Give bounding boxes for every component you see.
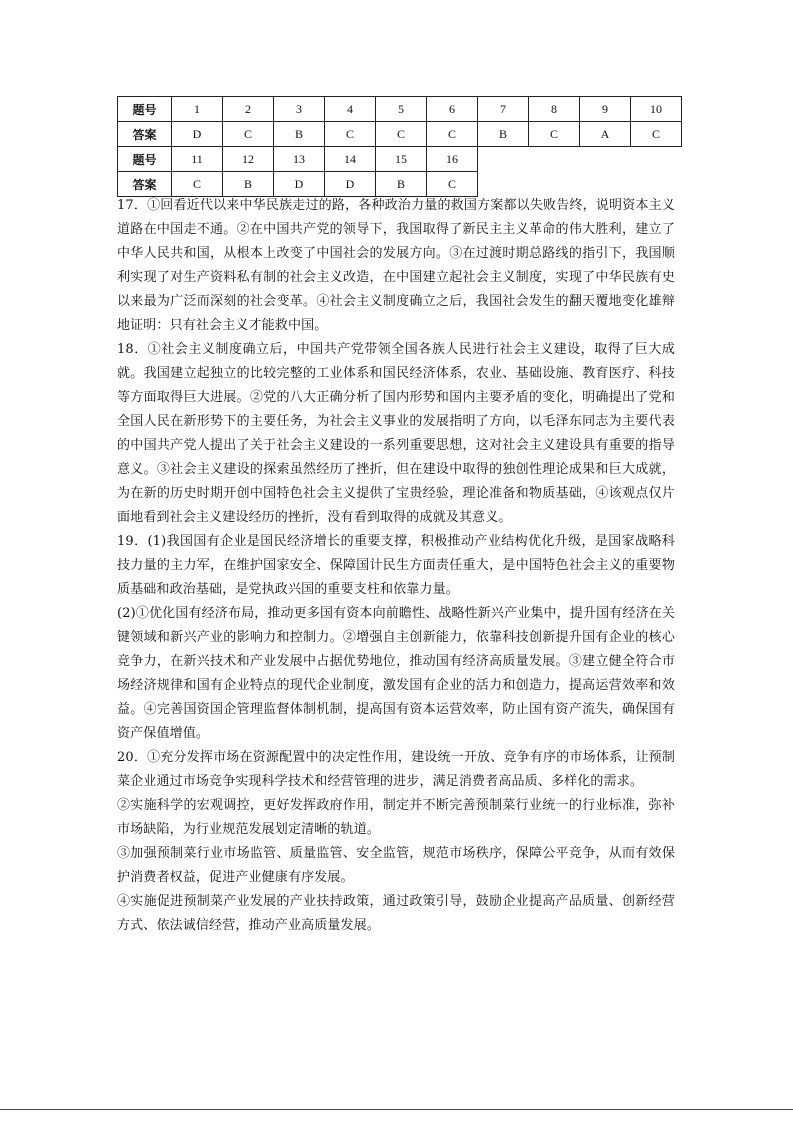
answer-cell: D (325, 172, 376, 197)
answer-cell: C (427, 122, 478, 147)
answer-explanations (117, 194, 675, 938)
question-number-header: 题号 (118, 97, 172, 122)
answer-cell: C (427, 172, 478, 197)
page-bottom-divider (0, 1109, 793, 1110)
answer-paragraph-20-2: ②实施科学的宏观调控，更好发挥政府作用，制定并不断完善预制菜行业统一的行业标准，弥补市场缺陷，为行业规范发展划定清晰的轨道。 (117, 798, 675, 837)
answer-cell: C (529, 122, 580, 147)
question-number-cell: 16 (427, 147, 478, 172)
answer-key-table (117, 96, 682, 197)
table-blank-area (478, 147, 682, 172)
answer-paragraph-18: 18．①社会主义制度确立后，中国共产党带领全国各族人民进行社会主义建设，取得了巨大成就。我国建立起独立的比较完整的工业体系和国民经济体系，农业、基础设施、教育医疗、科技等方面取得巨大进展。②党的八大正确分析了国内形势和国内主要矛盾的变化，明确提出了党和全国人民在新形势下的主要任务，为社会主义事业的发展指明了方向，以毛泽东同志为主要代表的中国共产党人提出了关于社会主义建设的一系列重要思想，这对社会主义建设具有重要的指导意义。③社会主义建设的探索虽然经历了挫折，但在建设中取得的独创性理论成果和巨大成就，为在新的历史时期开创中国特色社会主义提供了宝贵经验，理论准备和物质基础，④该观点仅片面地看到社会主义建设经历的挫折，没有看到取得的成就及其意义。 (117, 342, 675, 525)
answer-cell: C (223, 122, 274, 147)
answer-cell: D (172, 122, 223, 147)
question-number-cell: 5 (376, 97, 427, 122)
question-number-cell: 1 (172, 97, 223, 122)
question-number-cell: 15 (376, 147, 427, 172)
question-number-cell: 7 (478, 97, 529, 122)
answer-cell: C (631, 122, 682, 147)
answer-paragraph-20-3: ③加强预制菜行业市场监管、质量监管、安全监管，规范市场秩序，保障公平竞争，从而有效保护消费者权益，促进产业健康有序发展。 (117, 846, 675, 885)
answer-cell: B (223, 172, 274, 197)
question-number-cell: 9 (580, 97, 631, 122)
answer-row (118, 122, 682, 147)
question-number-cell: 4 (325, 97, 376, 122)
answer-cell: A (580, 122, 631, 147)
question-number-row (118, 97, 682, 122)
answer-paragraph-17: 17．①回看近代以来中华民族走过的路，各种政治力量的救国方案都以失败告终，说明资本主义道路在中国走不通。②在中国共产党的领导下，我国取得了新民主主义革命的伟大胜利，建立了中华人民共和国，从根本上改变了中国社会的发展方向。③在过渡时期总路线的指引下，我国顺利实现了对生产资料私有制的社会主义改造，在中国建立起社会主义制度，实现了中华民族有史以来最为广泛而深刻的社会变革。④社会主义制度确立之后，我国社会发生的翻天覆地变化雄辩地证明：只有社会主义才能救中国。 (117, 198, 675, 333)
question-number-cell: 3 (274, 97, 325, 122)
answer-row (118, 172, 682, 197)
question-number-cell: 12 (223, 147, 274, 172)
table-blank-area (478, 172, 682, 197)
answer-paragraph-19-2: (2)①优化国有经济布局，推动更多国有资本向前瞻性、战略性新兴产业集中，提升国有经济在关键领域和新兴产业的影响力和控制力。②增强自主创新能力，依靠科技创新提升国有企业的核心竞争力，在新兴技术和产业发展中占据优势地位，推动国有经济高质量发展。③建立健全符合市场经济规律和国有企业特点的现代企业制度，激发国有企业的活力和创造力，提高运营效率和效益。④完善国资国企管理监督体制机制，提高国有资本运营效率，防止国有资产流失，确保国有资产保值增值。 (117, 606, 676, 741)
answer-cell: B (478, 122, 529, 147)
question-number-row (118, 147, 682, 172)
question-number-cell: 13 (274, 147, 325, 172)
answer-cell: B (376, 172, 427, 197)
answer-header: 答案 (118, 172, 172, 197)
answer-cell: C (172, 172, 223, 197)
answer-cell: B (274, 122, 325, 147)
question-number-header: 题号 (118, 147, 172, 172)
question-number-cell: 14 (325, 147, 376, 172)
answer-cell: C (325, 122, 376, 147)
question-number-cell: 11 (172, 147, 223, 172)
answer-cell: D (274, 172, 325, 197)
answer-paragraph-20-1: 20．①充分发挥市场在资源配置中的决定性作用，建设统一开放、竞争有序的市场体系，让预制菜企业通过市场竞争实现科学技术和经营管理的进步，满足消费者高品质、多样化的需求。 (117, 750, 675, 789)
question-number-cell: 8 (529, 97, 580, 122)
answer-header: 答案 (118, 122, 172, 147)
question-number-cell: 10 (631, 97, 682, 122)
answer-cell: C (376, 122, 427, 147)
answer-paragraph-20-4: ④实施促进预制菜产业发展的产业扶持政策，通过政策引导，鼓励企业提高产品质量、创新经营方式、依法诚信经营，推动产业高质量发展。 (117, 894, 675, 933)
question-number-cell: 2 (223, 97, 274, 122)
answer-paragraph-19-1: 19．(1)我国国有企业是国民经济增长的重要支撑，积极推动产业结构优化升级，是国家战略科技力量的主力军，在维护国家安全、保障国计民生方面责任重大，是中国特色社会主义的重要物质基础和政治基础，是党执政兴国的重要支柱和依靠力量。 (117, 534, 675, 597)
question-number-cell: 6 (427, 97, 478, 122)
